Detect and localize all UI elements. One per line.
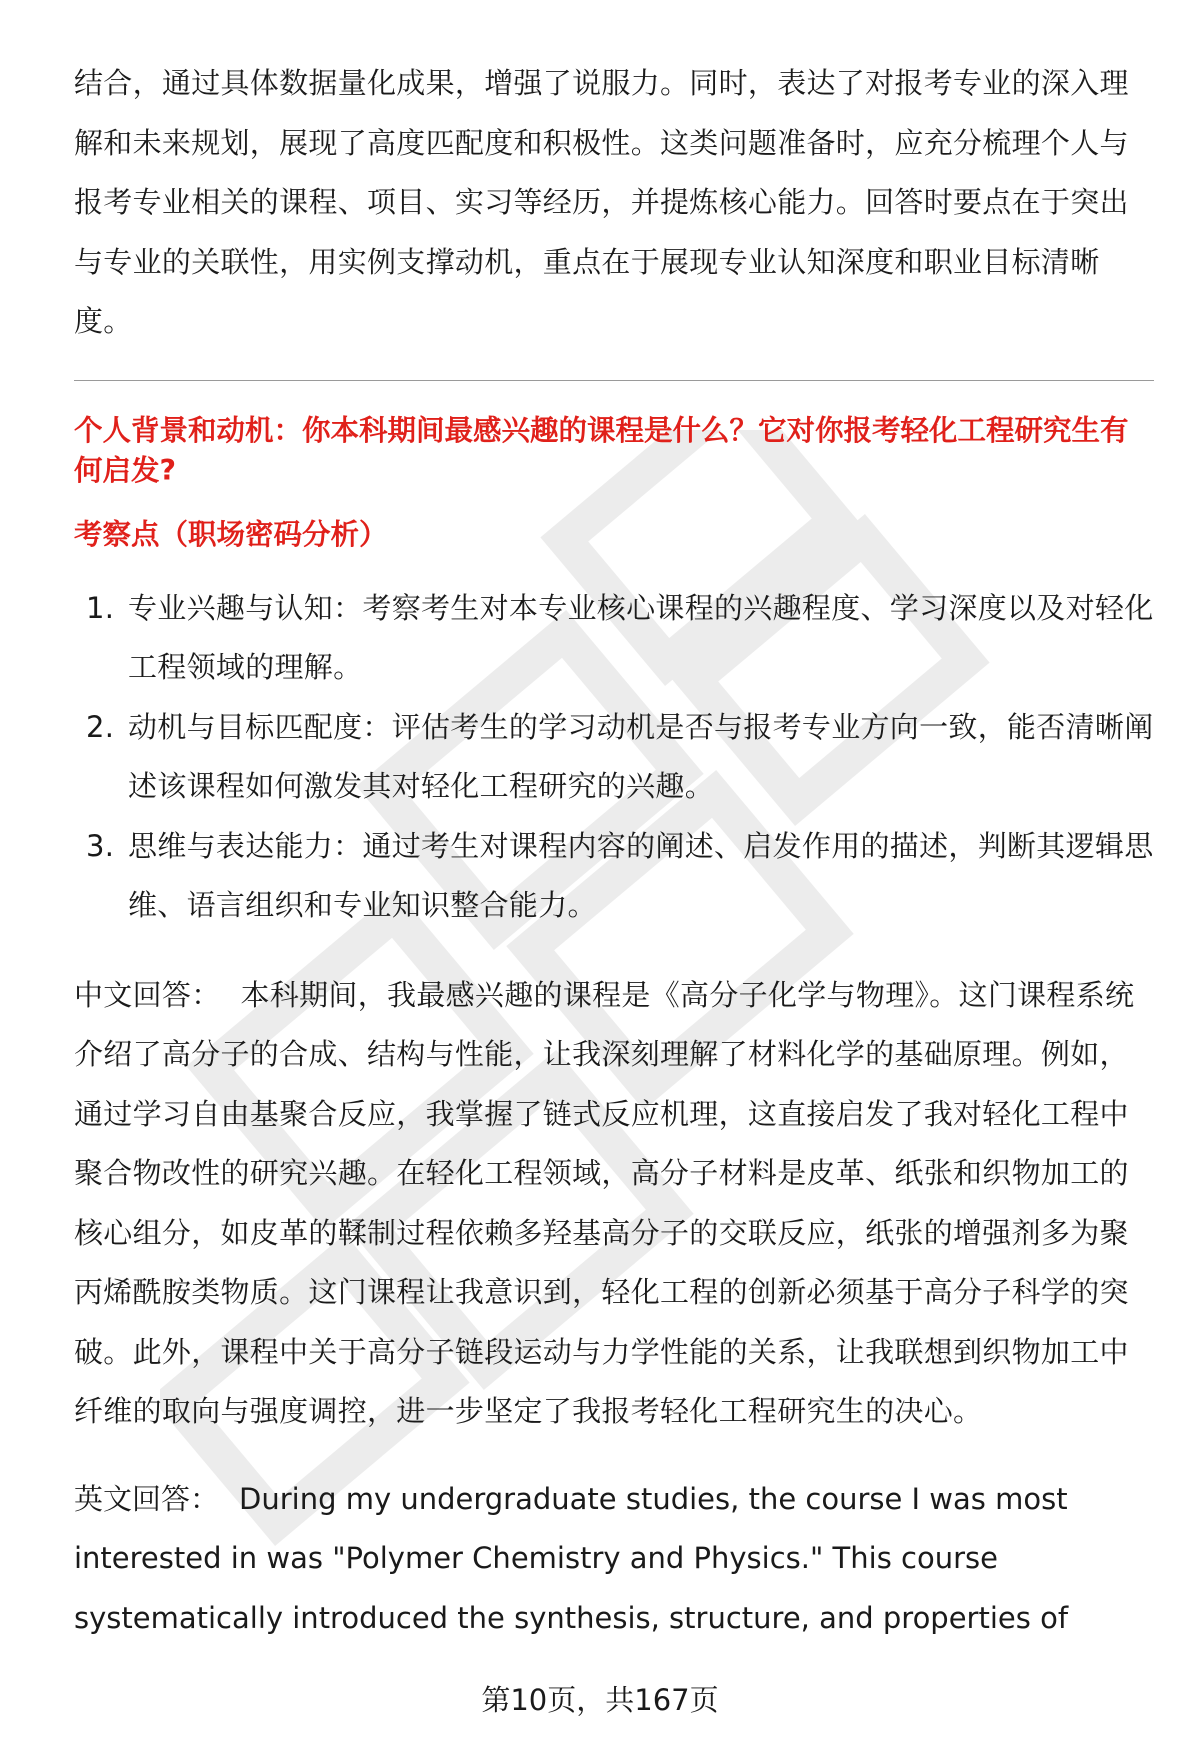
english-answer-label: 英文回答： <box>74 1481 220 1516</box>
assessment-points-list <box>74 579 1154 936</box>
list-item-text: 动机与目标匹配度：评估考生的学习动机是否与报考专业方向一致，能否清晰阐述该课程如何激发其对轻化工程研究的兴趣。 <box>128 709 1154 803</box>
chinese-answer <box>74 966 1154 1442</box>
page-number-footer: 第10页，共167页 <box>481 1683 719 1717</box>
english-answer <box>74 1470 1154 1649</box>
intro-paragraph: 结合，通过具体数据量化成果，增强了说服力。同时，表达了对报考专业的深入理解和未来规划，展现了高度匹配度和积极性。这类问题准备时，应充分梳理个人与报考专业相关的课程、项目、实习等经历，并提炼核心能力。回答时要点在于突出与专业的关联性，用实例支撑动机，重点在于展现专业认知深度和职业目标清晰度。 <box>74 66 1129 338</box>
list-item <box>74 579 1154 698</box>
section-divider <box>74 380 1154 381</box>
page-content <box>74 54 1154 1648</box>
list-item <box>74 817 1154 936</box>
list-item-text: 专业兴趣与认知：考察考生对本专业核心课程的兴趣程度、学习深度以及对轻化工程领域的理解。 <box>128 590 1154 684</box>
english-answer-text: During my undergraduate studies, the course I was most interested in was "Polymer Chemistry and Physics." This course systematically introduced the synthesis, structure, and properties of <box>74 1481 1069 1635</box>
list-item-number: 3. <box>86 828 115 863</box>
chinese-answer-text: 本科期间，我最感兴趣的课程是《高分子化学与物理》。这门课程系统介绍了高分子的合成、结构与性能，让我深刻理解了材料化学的基础原理。例如，通过学习自由基聚合反应，我掌握了链式反应机理，这直接启发了我对轻化工程中聚合物改性的研究兴趣。在轻化工程领域，高分子材料是皮革、纸张和织物加工的核心组分，如皮革的鞣制过程依赖多羟基高分子的交联反应，纸张的增强剂多为聚丙烯酰胺类物质。这门课程让我意识到，轻化工程的创新必须基于高分子科学的突破。此外，课程中关于高分子链段运动与力学性能的关系，让我联想到织物加工中纤维的取向与强度调控，进一步坚定了我报考轻化工程研究生的决心。 <box>74 977 1135 1428</box>
list-item-text: 思维与表达能力：通过考生对课程内容的阐述、启发作用的描述，判断其逻辑思维、语言组织和专业知识整合能力。 <box>128 828 1154 922</box>
list-item-number: 1. <box>86 590 115 625</box>
chinese-answer-label: 中文回答： <box>74 977 221 1012</box>
assessment-subheading: 考察点（职场密码分析） <box>74 517 388 551</box>
list-item-number: 2. <box>86 709 115 744</box>
list-item <box>74 698 1154 817</box>
question-heading: 个人背景和动机：你本科期间最感兴趣的课程是什么？它对你报考轻化工程研究生有何启发? <box>74 413 1129 487</box>
